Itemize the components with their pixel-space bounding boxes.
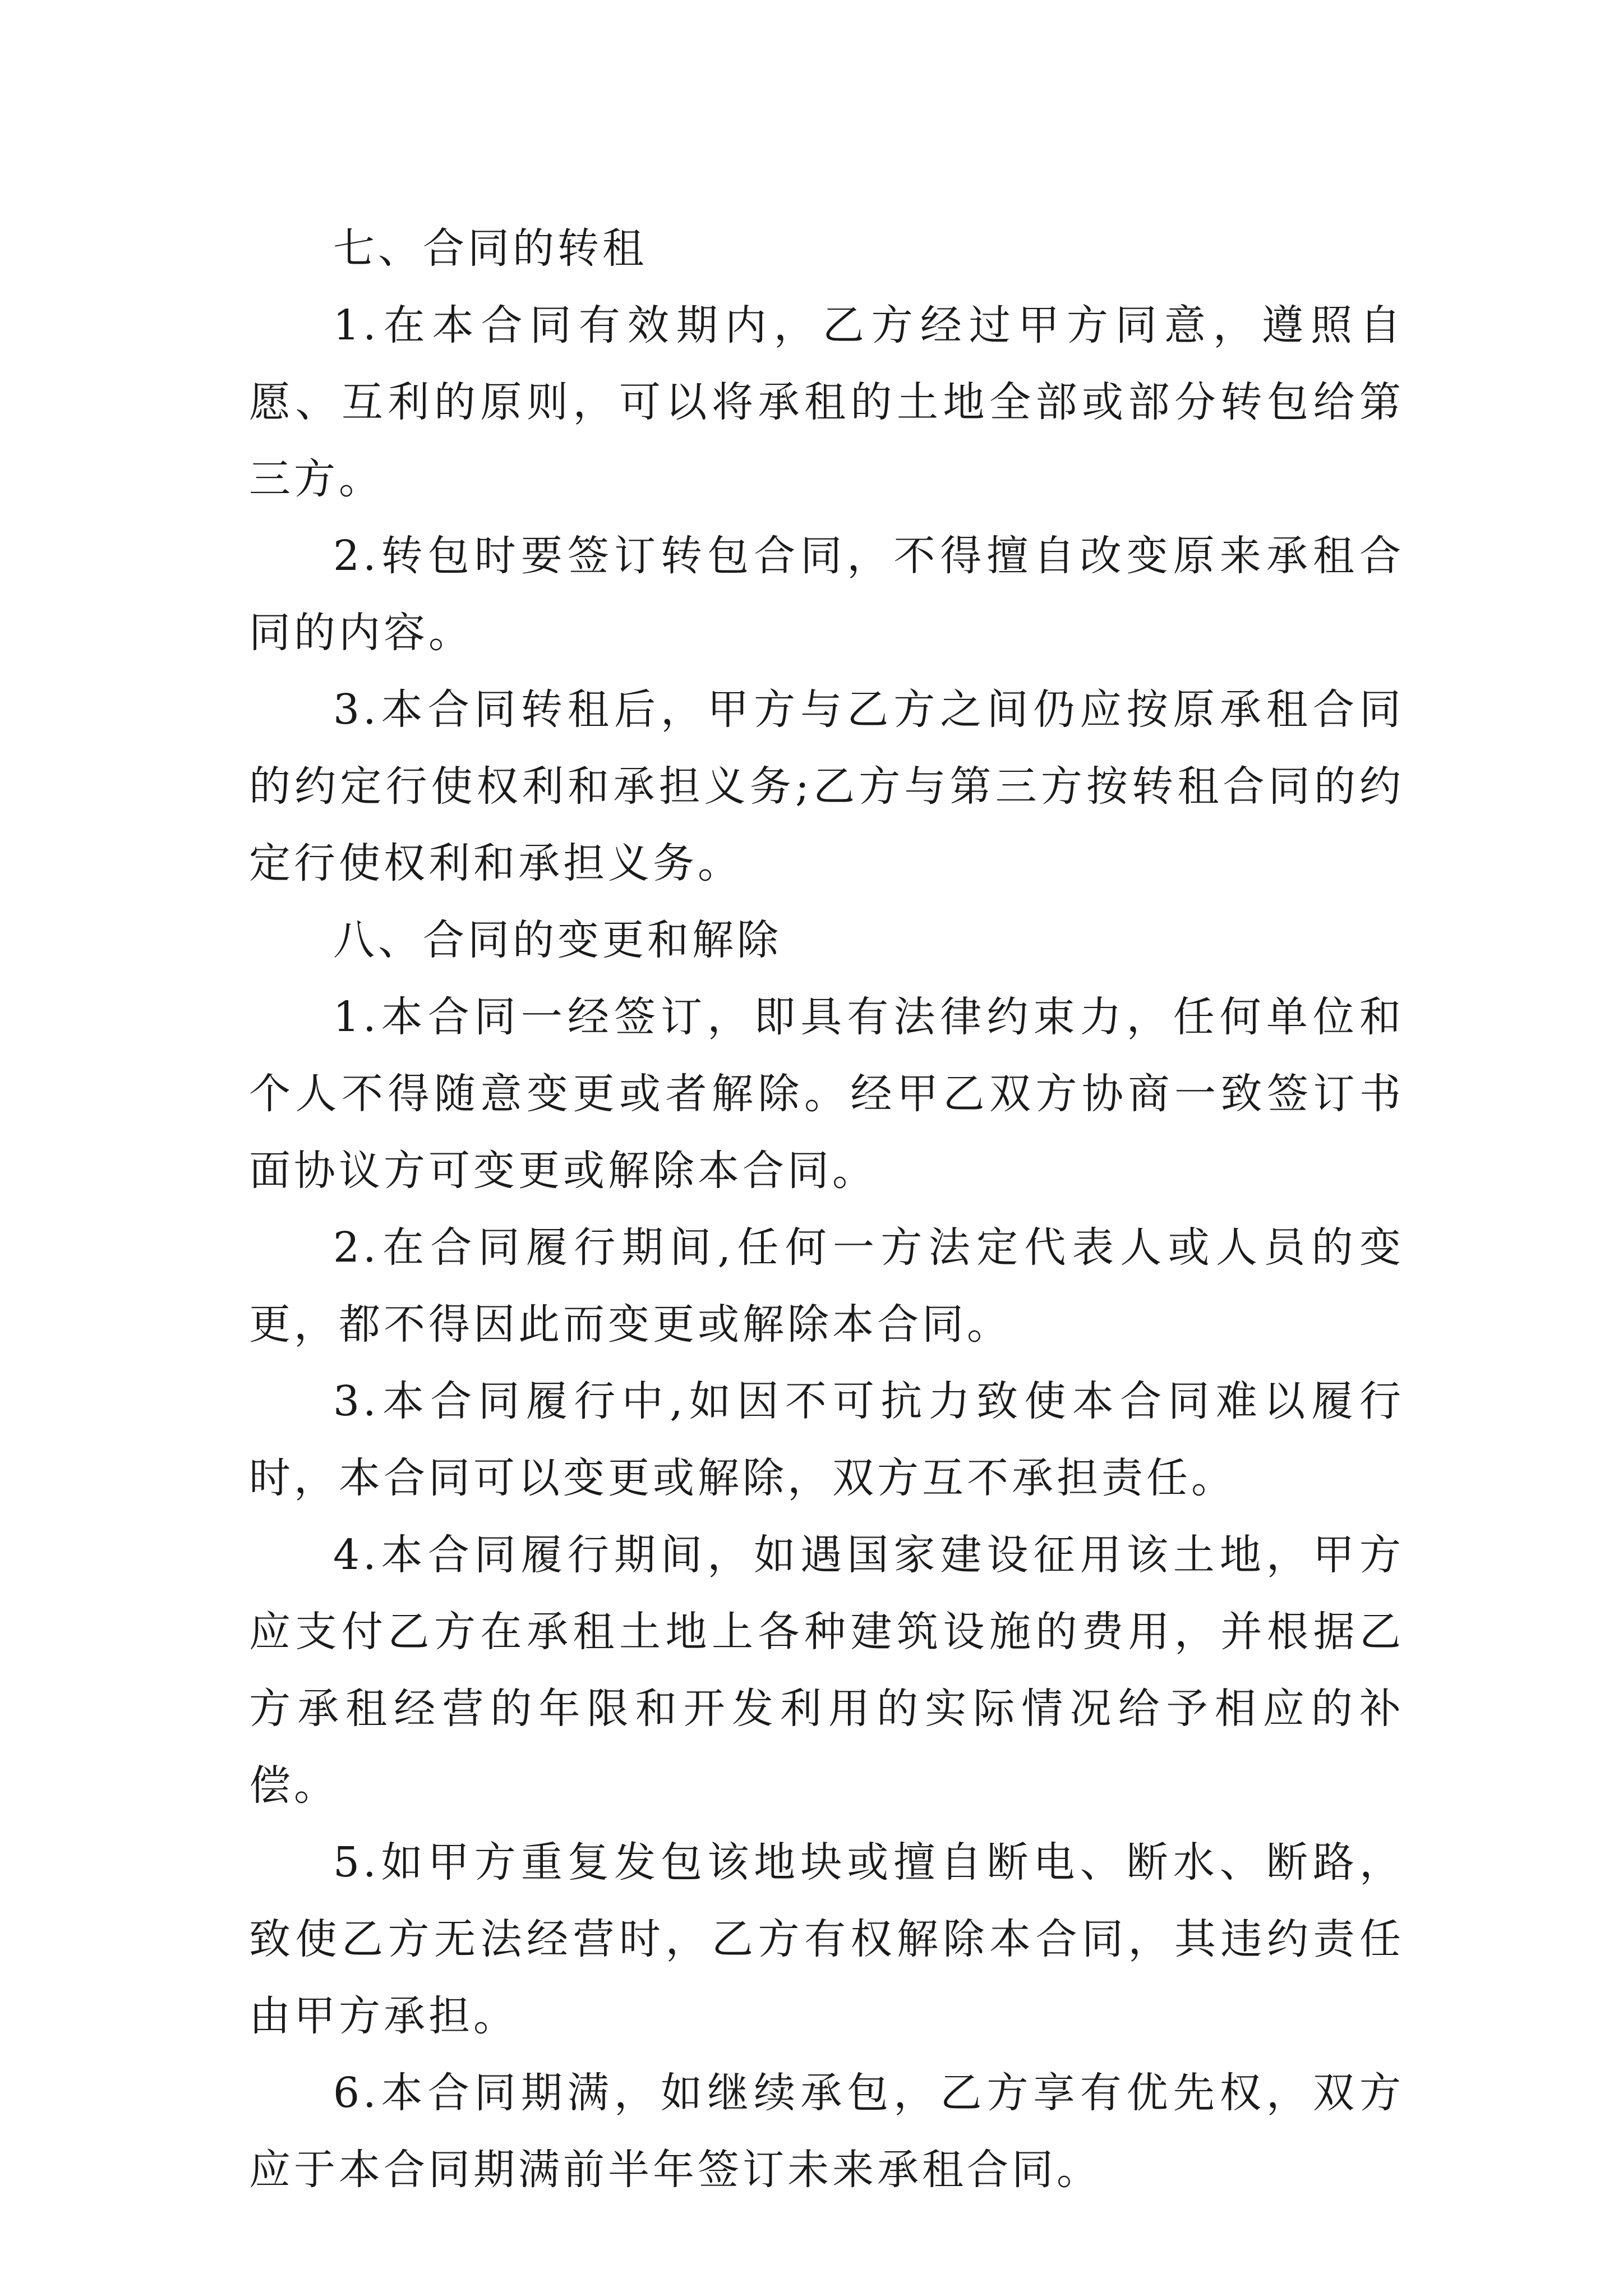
section-heading-change-termination: 八、合同的变更和解除: [333, 916, 782, 964]
clause-8-4: 4.本合同履行期间，如遇国家建设征用该土地，甲方应支付乙方在承租土地上各种建筑设施的费用，并根据乙方承租经营的年限和开发利用的实际情况给予相应的补偿。: [249, 1531, 1404, 1810]
clause-7-2: 2.转包时要签订转包合同，不得擅自改变原来承租合同的内容。: [249, 532, 1404, 657]
clause-8-1: 1.本合同一经签订，即具有法律约束力，任何单位和个人不得随意变更或者解除。经甲乙双方协商一致签订书面协议方可变更或解除本合同。: [249, 993, 1404, 1195]
clause-8-5: 5.如甲方重复发包该地块或擅自断电、断水、断路，致使乙方无法经营时，乙方有权解除本合同，其违约责任由甲方承担。: [249, 1838, 1404, 2040]
clause-7-1: 1.在本合同有效期内，乙方经过甲方同意，遵照自愿、互利的原则，可以将承租的土地全部或部分转包给第三方。: [249, 301, 1404, 503]
document-body: [249, 210, 1404, 2208]
clause-8-2: 2.在合同履行期间,任何一方法定代表人或人员的变更，都不得因此而变更或解除本合同。: [249, 1223, 1404, 1349]
section-heading-sublease: 七、合同的转租: [333, 224, 647, 273]
clause-7-3: 3.本合同转租后，甲方与乙方之间仍应按原承租合同的约定行使权利和承担义务;乙方与第三方按转租合同的约定行使权利和承担义务。: [249, 685, 1404, 887]
clause-8-3: 3.本合同履行中,如因不可抗力致使本合同难以履行时，本合同可以变更或解除，双方互不承担责任。: [249, 1377, 1404, 1502]
clause-8-6: 6.本合同期满，如继续承包，乙方享有优先权，双方应于本合同期满前半年签订未来承租合同。: [249, 2069, 1404, 2194]
